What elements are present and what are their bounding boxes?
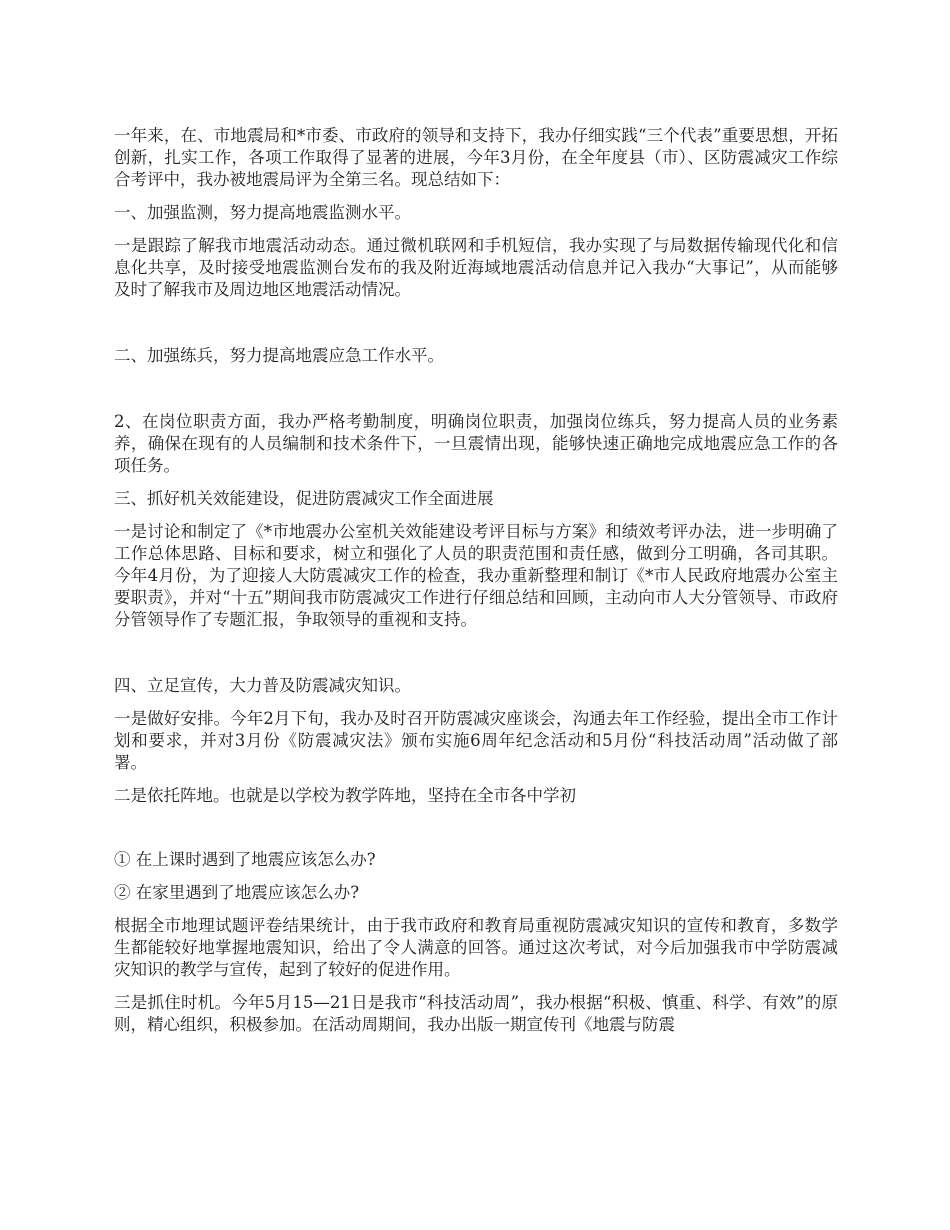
question-item: ② 在家里遇到了地震应该怎么办?: [114, 883, 360, 902]
body-paragraph: 根据全市地理试题评卷结果统计，由于我市政府和教育局重视防震减灾知识的宣传和教育，多数学生都能较好地掌握地震知识，给出了令人满意的回答。通过这次考试，对今后加强我市中学防震减灾知识的教学与宣传，起到了较好的促进作用。: [114, 916, 838, 979]
body-paragraph: 一是跟踪了解我市地震活动动态。通过微机联网和手机短信，我办实现了与局数据传输现代化和信息化共享，及时接受地震监测台发布的我及附近海域地震活动信息并记入我办“大事记”，从而能够及时了解我市及周边地区地震活动情况。: [114, 236, 838, 299]
body-paragraph: 2、在岗位职责方面，我办严格考勤制度，明确岗位职责，加强岗位练兵，努力提高人员的业务素养，确保在现有的人员编制和技术条件下，一旦震情出现，能够快速正确地完成地震应急工作的各项任务。: [114, 412, 838, 475]
section-heading-monitoring: 一、加强监测，努力提高地震监测水平。: [114, 203, 411, 222]
body-paragraph: 三是抓住时机。今年5月15—21日是我市“科技活动周”，我办根据“积极、慎重、科学、有效”的原则，精心组织，积极参加。在活动周期间，我办出版一期宣传刊《地震与防震: [114, 993, 838, 1034]
section-heading-drills: 二、加强练兵，努力提高地震应急工作水平。: [114, 346, 444, 365]
section-heading-publicity: 四、立足宣传，大力普及防震减灾知识。: [114, 676, 411, 695]
intro-paragraph: 一年来，在、市地震局和*市委、市政府的领导和支持下，我办仔细实践“三个代表”重要思想，开拓创新，扎实工作，各项工作取得了显著的进展，今年3月份，在全年度县（市）、区防震减灾工作综合考评中，我办被地震局评为全第三名。现总结如下：: [114, 126, 838, 189]
body-paragraph: 一是做好安排。今年2月下旬，我办及时召开防震减灾座谈会，沟通去年工作经验，提出全市工作计划和要求，并对3月份《防震减灾法》颁布实施6周年纪念活动和5月份“科技活动周”活动做了部署。: [114, 709, 838, 772]
body-paragraph: 一是讨论和制定了《*市地震办公室机关效能建设考评目标与方案》和绩效考评办法，进一步明确了工作总体思路、目标和要求，树立和强化了人员的职责范围和责任感，做到分工明确，各司其职。今年4月份，为了迎接人大防震减灾工作的检查，我办重新整理和制订《*市人民政府地震办公室主要职责》，并对“十五”期间我市防震减灾工作进行仔细总结和回顾，主动向市人大分管领导、市政府分管领导作了专题汇报，争取领导的重视和支持。: [114, 522, 838, 629]
document-body: [114, 125, 838, 1047]
question-item: ① 在上课时遇到了地震应该怎么办?: [114, 850, 376, 869]
section-heading-efficiency: 三、抓好机关效能建设，促进防震减灾工作全面进展: [114, 489, 494, 508]
body-paragraph: 二是依托阵地。也就是以学校为教学阵地，坚持在全市各中学初: [114, 786, 576, 805]
